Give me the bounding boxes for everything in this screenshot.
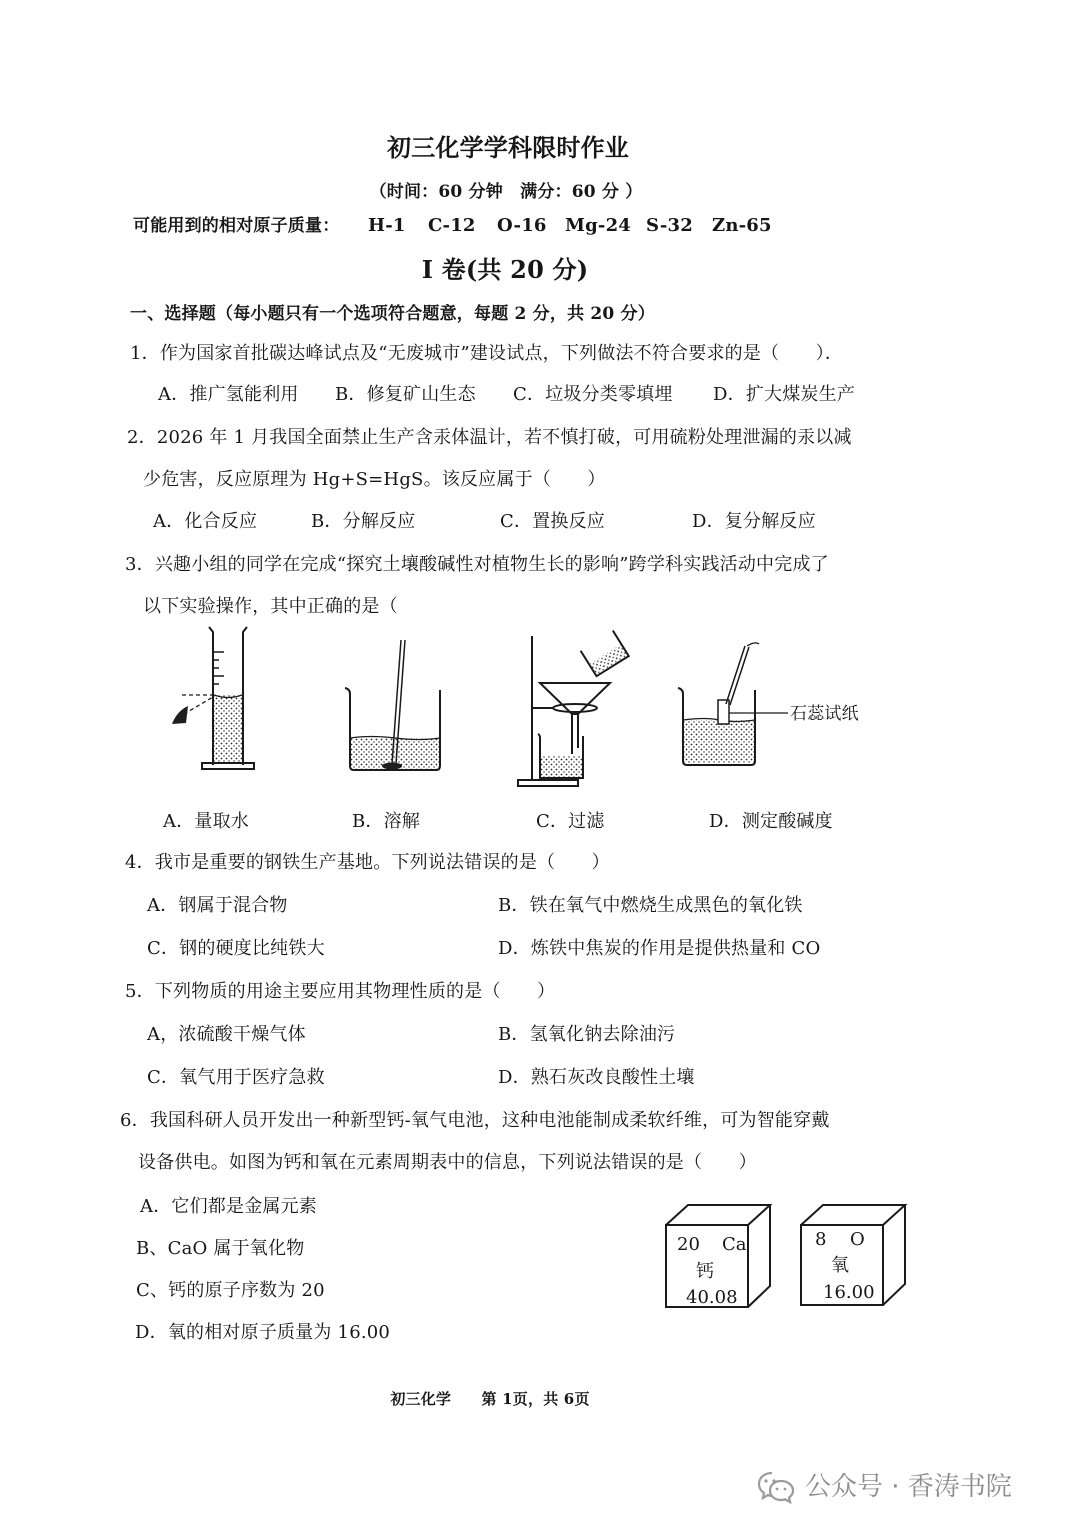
- element-number: 20: [677, 1234, 700, 1255]
- question-4-stem: 4．我市是重要的钢铁生产基地。下列说法错误的是（ ）: [125, 852, 610, 873]
- element-symbol: O: [850, 1229, 865, 1250]
- watermark-text: 公众号 · 香涛书院: [805, 1472, 1012, 1502]
- question-5-option-a: A，浓硫酸干燥气体: [147, 1024, 306, 1045]
- atomic-mass-o: O-16: [497, 215, 547, 236]
- question-2-option-d: D．复分解反应: [692, 511, 816, 532]
- figure-label-c: C．过滤: [536, 811, 605, 832]
- question-3-stem-line-1: 3．兴趣小组的同学在完成“探究土壤酸碱性对植物生长的影响”跨学科实践活动中完成了: [125, 554, 829, 575]
- graduated-cylinder-figure: [160, 622, 260, 772]
- beaker-dissolving-figure: [340, 638, 450, 778]
- question-2-stem-line-2: 少危害，反应原理为 Hg+S=HgS。该反应属于（ ）: [143, 469, 606, 490]
- figure-label-d: D．测定酸碱度: [709, 811, 833, 832]
- cylinder-liquid: [214, 695, 242, 763]
- question-4-option-a: A．钢属于混合物: [147, 895, 288, 916]
- question-1-option-d: D．扩大煤炭生产: [713, 384, 856, 405]
- question-2-option-a: A．化合反应: [153, 511, 258, 532]
- atomic-mass-s: S-32: [646, 215, 693, 236]
- atomic-mass-label: 可能用到的相对原子质量：: [133, 216, 340, 236]
- undissolved-solid: [382, 763, 402, 770]
- question-4-option-b: B．铁在氧气中燃烧生成黑色的氧化铁: [498, 895, 803, 916]
- element-tile-calcium: [660, 1200, 775, 1312]
- question-5-option-b: B．氢氧化钠去除油污: [498, 1024, 676, 1045]
- question-6-option-a: A．它们都是金属元素: [140, 1196, 317, 1217]
- question-6-option-b: B、CaO 属于氧化物: [136, 1238, 305, 1259]
- element-symbol: Ca: [722, 1234, 747, 1255]
- part-title: I 卷(共 20 分): [421, 255, 589, 284]
- question-6-option-d: D．氧的相对原子质量为 16.00: [135, 1322, 391, 1343]
- atomic-mass-mg: Mg-24: [565, 215, 632, 236]
- figure-label-a: A．量取水: [163, 811, 249, 832]
- ph-test-figure: [675, 638, 790, 778]
- dropper-rod: [726, 646, 749, 705]
- funnel: [540, 683, 610, 714]
- element-name: 氧: [831, 1255, 849, 1276]
- question-5-stem: 5．下列物质的用途主要应用其物理性质的是（ ）: [125, 981, 556, 1002]
- figure-label-b: B．溶解: [352, 811, 421, 832]
- wechat-icon: [757, 1470, 797, 1504]
- atomic-mass-c: C-12: [428, 215, 476, 236]
- exam-title: 初三化学学科限时作业: [387, 133, 629, 162]
- eye-icon: [172, 706, 188, 724]
- element-mass: 40.08: [686, 1287, 738, 1308]
- atomic-mass-zn: Zn-65: [712, 215, 772, 236]
- section-title: 一、选择题（每小题只有一个选项符合题意，每题 2 分，共 20 分）: [130, 304, 655, 324]
- question-1-option-c: C．垃圾分类零填埋: [513, 384, 673, 405]
- question-5-option-d: D．熟石灰改良酸性土壤: [498, 1067, 695, 1088]
- question-6-stem-line-1: 6．我国科研人员开发出一种新型钙-氧气电池，这种电池能制成柔软纤维，可为智能穿戴: [120, 1110, 830, 1131]
- question-5-option-c: C．氧气用于医疗急救: [147, 1067, 325, 1088]
- question-4-option-d: D．炼铁中焦炭的作用是提供热量和 CO: [498, 938, 821, 959]
- graduation-marks: [213, 652, 224, 684]
- cylinder-base: [202, 763, 254, 769]
- question-1-stem: 1．作为国家首批碳达峰试点及“无废城市”建设试点，下列做法不符合要求的是（ ）．: [130, 343, 844, 364]
- element-mass: 16.00: [823, 1282, 875, 1303]
- question-6-option-c: C、钙的原子序数为 20: [136, 1280, 325, 1301]
- question-1-option-b: B．修复矿山生态: [335, 384, 476, 405]
- filtrate: [541, 756, 582, 777]
- page-footer: 初三化学 第 1页，共 6页: [390, 1390, 590, 1408]
- question-2-option-b: B．分解反应: [311, 511, 416, 532]
- pouring-beaker: [581, 631, 629, 677]
- stand-base: [518, 780, 578, 786]
- funnel-stem: [572, 714, 578, 754]
- question-2-stem-line-1: 2．2026 年 1 月我国全面禁止生产含汞体温计，若不慎打破，可用硫粉处理泄漏的汞以减: [127, 427, 852, 448]
- test-liquid: [684, 720, 754, 763]
- rod-tip: [747, 643, 759, 646]
- atomic-mass-h: H-1: [368, 215, 406, 236]
- litmus-paper: [718, 700, 729, 724]
- iron-ring: [553, 704, 597, 712]
- litmus-callout: 石蕊试纸: [790, 704, 859, 724]
- element-tile-oxygen: [795, 1200, 910, 1310]
- element-name: 钙: [696, 1261, 714, 1282]
- question-6-stem-line-2: 设备供电。如图为钙和氧在元素周期表中的信息，下列说法错误的是（ ）: [138, 1152, 757, 1173]
- time-info: （时间：60 分钟 满分：60 分 ）: [369, 182, 643, 202]
- question-4-option-c: C．钢的硬度比纯铁大: [147, 938, 325, 959]
- element-number: 8: [815, 1229, 827, 1250]
- question-3-stem-line-2: 以下实验操作，其中正确的是（: [143, 596, 398, 617]
- question-2-option-c: C．置换反应: [500, 511, 605, 532]
- question-1-option-a: A．推广氢能利用: [158, 384, 299, 405]
- filtration-figure: [505, 628, 640, 793]
